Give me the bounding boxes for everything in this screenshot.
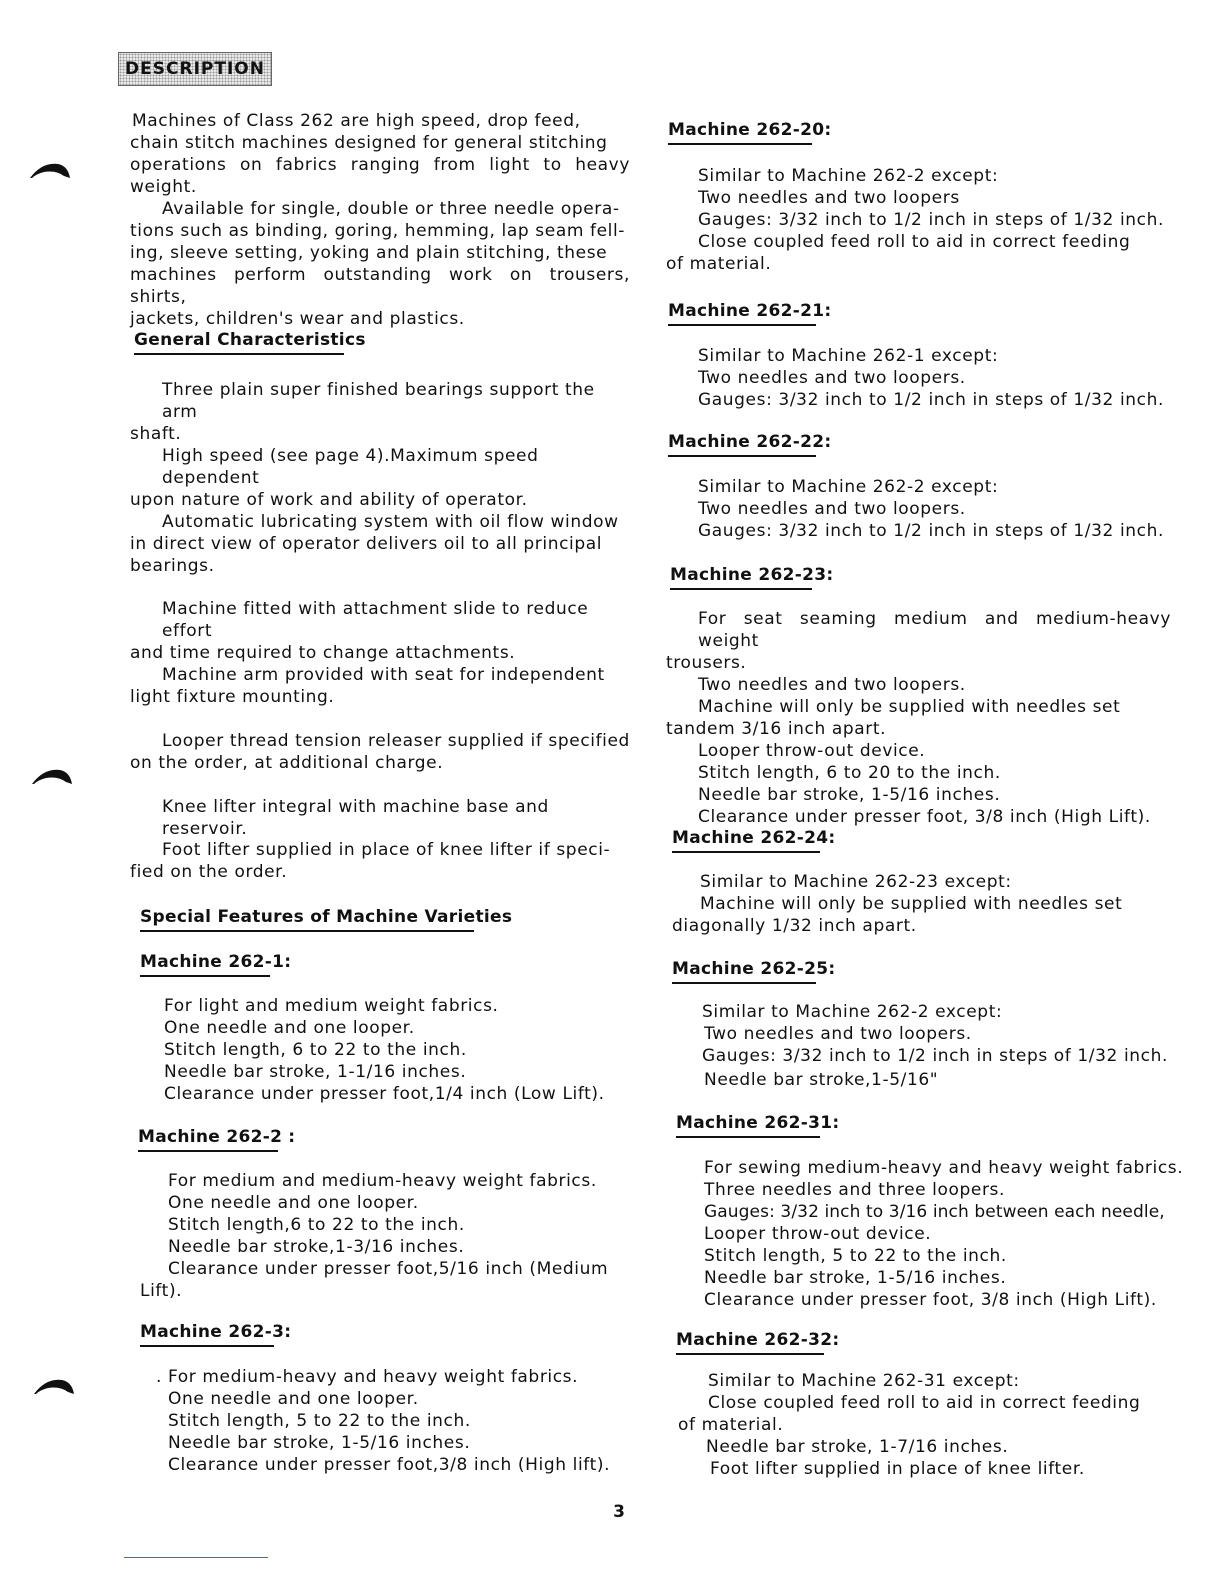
machine-262-31-specs: For sewing medium-heavy and heavy weight fabrics. Three needles and three loopers. Gauges: 3/32 inch to 3/16 inch between each needle, Looper throw-out device. Stitch length, 5 to 22 to the inch. Needle bar stroke, 1-5/16 inches. Clearance under presser foot, 3/8 inch (High Lift). — [704, 1158, 1184, 1310]
binder-hole-mark-icon — [28, 160, 72, 180]
machine-262-23-specs: For seat seaming medium and medium-heavy weight trousers. Two needles and two loopers. Machine will only be supplied with needles set tandem 3/16 inch apart. Looper throw-out device. Stitch length, 6 to 20 to the inch. Needle bar stroke, 1-5/16 inches. Clearance under presser foot, 3/8 inch (High Lift). — [666, 609, 1171, 827]
binder-hole-mark-icon — [30, 766, 74, 786]
section-title-box — [118, 52, 272, 86]
machine-262-1-specs: For light and medium weight fabrics. One needle and one looper. Stitch length, 6 to 22 to the inch. Needle bar stroke, 1-1/16 inches. Clearance under presser foot,1/4 inch (Low Lift). — [164, 996, 605, 1104]
machine-262-2-heading: Machine 262-2 : — [138, 1127, 282, 1152]
characteristic-light-fixture: Machine arm provided with seat for independent light fixture mounting. — [130, 665, 605, 707]
heading-underline — [140, 1345, 274, 1347]
intro-paragraph-1: Machines of Class 262 are high speed, drop feed, chain stitch machines designed for general stitching operations on fabrics ranging from light to heavy weight. — [130, 111, 630, 197]
machine-262-25-heading: Machine 262-25: — [672, 959, 835, 984]
heading-underline — [672, 851, 820, 853]
machine-262-1-heading: Machine 262-1: — [140, 952, 291, 977]
bottom-rule — [124, 1557, 268, 1558]
intro-paragraph-2: Available for single, double or three needle opera- tions such as binding, goring, hemming, lap seam fell- ing, sleeve setting, yoking and plain stitching, these machines perform outstanding work on trousers, shirts, jackets, children's wear and plastics. — [130, 199, 630, 329]
characteristic-foot-lifter: Foot lifter supplied in place of knee lifter if speci- fied on the order. — [130, 840, 611, 882]
machine-262-32-specs: Similar to Machine 262-31 except: Close coupled feed roll to aid in correct feeding of material. Needle bar stroke, 1-7/16 inches. Foot lifter supplied in place of knee lifter. — [678, 1371, 1141, 1479]
characteristic-attachment-slide: Machine fitted with attachment slide to reduce effort and time required to change attachments. — [130, 599, 589, 663]
machine-262-3-specs: . For medium-heavy and heavy weight fabrics. One needle and one looper. Stitch length, 5 to 22 to the inch. Needle bar stroke, 1-5/16 inches. Clearance under presser foot,3/8 inch (High lift). — [156, 1367, 611, 1475]
machine-262-20-specs: Similar to Machine 262-2 except: Two needles and two loopers Gauges: 3/32 inch to 1/2 inch in steps of 1/32 inch. Close coupled feed roll to aid in correct feeding of material. — [666, 166, 1164, 274]
machine-262-23-heading: Machine 262-23: — [670, 565, 833, 590]
machine-262-25-specs: Similar to Machine 262-2 except: Two needles and two loopers. Gauges: 3/32 inch to 1/2 inch in steps of 1/32 inch. Needle bar stroke,1-5/16" — [702, 1002, 1168, 1090]
characteristic-speed: High speed (see page 4).Maximum speed dependent upon nature of work and ability of operator. — [130, 446, 539, 510]
heading-underline — [670, 588, 812, 590]
heading-underline — [140, 975, 270, 977]
heading-underline — [134, 353, 344, 355]
special-features-heading: Special Features of Machine Varieties — [140, 907, 512, 932]
heading-underline — [140, 930, 474, 932]
heading-underline — [672, 982, 816, 984]
machine-262-21-heading: Machine 262-21: — [668, 301, 831, 326]
heading-underline — [668, 143, 812, 145]
machine-262-22-heading: Machine 262-22: — [668, 432, 831, 457]
machine-262-22-specs: Similar to Machine 262-2 except: Two needles and two loopers. Gauges: 3/32 inch to 1/2 inch in steps of 1/32 inch. — [698, 477, 1164, 541]
characteristic-lubrication: Automatic lubricating system with oil flow window in direct view of operator delivers oil to all principal bearings. — [130, 512, 619, 576]
characteristic-tension-releaser: Looper thread tension releaser supplied if specified on the order, at additional charge. — [130, 731, 630, 773]
heading-underline — [668, 324, 816, 326]
machine-262-20-heading: Machine 262-20: — [668, 120, 831, 145]
heading-underline — [138, 1150, 278, 1152]
machine-262-31-heading: Machine 262-31: — [676, 1113, 839, 1138]
characteristic-knee-lifter: Knee lifter integral with machine base and reservoir. — [162, 797, 549, 839]
machine-262-24-specs: Similar to Machine 262-23 except: Machine will only be supplied with needles set diagonally 1/32 inch apart. — [672, 872, 1123, 936]
page-number: 3 — [613, 1502, 625, 1522]
heading-underline — [676, 1136, 820, 1138]
machine-262-32-heading: Machine 262-32: — [676, 1330, 839, 1355]
general-characteristics-heading: General Characteristics — [134, 330, 366, 355]
binder-hole-mark-icon — [32, 1376, 76, 1396]
heading-underline — [668, 455, 816, 457]
heading-underline — [676, 1353, 824, 1355]
machine-262-3-heading: Machine 262-3: — [140, 1322, 291, 1347]
characteristic-bearings: Three plain super finished bearings support the arm shaft. — [130, 380, 595, 444]
machine-262-24-heading: Machine 262-24: — [672, 828, 835, 853]
machine-262-2-specs: For medium and medium-heavy weight fabrics. One needle and one looper. Stitch length,6 to 22 to the inch. Needle bar stroke,1-3/16 inches. Clearance under presser foot,5/16 inch (Medium Lift). — [140, 1171, 609, 1301]
section-title: DESCRIPTION — [125, 59, 265, 79]
machine-262-21-specs: Similar to Machine 262-1 except: Two needles and two loopers. Gauges: 3/32 inch to 1/2 inch in steps of 1/32 inch. — [698, 346, 1164, 410]
